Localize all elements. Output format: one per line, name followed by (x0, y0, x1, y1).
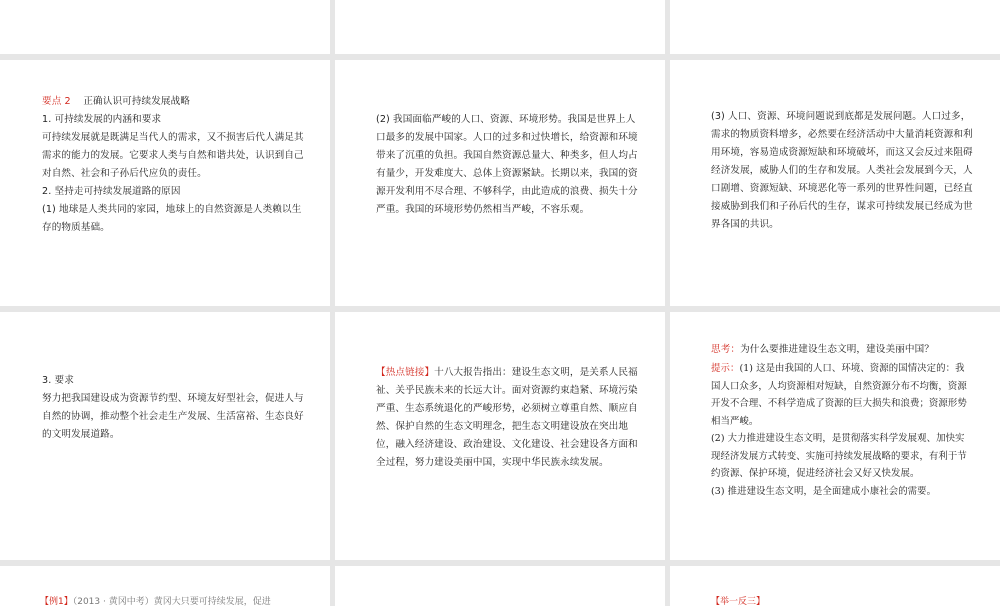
text-line: 国人口众多，人均资源相对短缺，自然资源分布不均衡，资源 (711, 380, 967, 392)
slide-text (711, 108, 995, 234)
slide-text (376, 364, 660, 472)
text-line: 口剧增、资源短缺、环境恶化等一系列的世界性问题，已经直 (711, 183, 973, 194)
example-text: （2013 · 黄冈中考）黄冈大只要可持续发展，促进 (72, 597, 271, 606)
think-question (711, 341, 995, 359)
heading-tag: 要点 2 (42, 96, 71, 107)
slide-key-point-2 (0, 60, 330, 306)
text-line: 全过程，努力建设美丽中国，实现中华民族永续发展。 (376, 457, 609, 468)
slide-text (42, 93, 322, 237)
slide-reason-2 (335, 60, 665, 306)
text-line: 带来了沉重的负担。我国自然资源总量大、种类多，但人均占 (376, 150, 638, 161)
text-line: 源开发利用不尽合理、不够科学，由此造成的浪费、损失十分 (376, 186, 638, 197)
example-peek (40, 596, 330, 606)
text-line: 相当严峻。 (711, 415, 759, 427)
hint-block (711, 360, 995, 500)
text-line: 祉、关乎民族未来的长远大计。面对资源约束趋紧、环境污染 (376, 385, 638, 396)
heading-text: 正确认识可持续发展战略 (83, 96, 190, 107)
text-line: 界各国的共识。 (711, 219, 779, 230)
text-line: 的文明发展道路。 (42, 429, 120, 440)
slide-top-left (0, 0, 330, 54)
text-line: 对自然、社会和子孙后代应负的责任。 (42, 168, 207, 179)
hot-link-tag: 【热点链接】 (376, 367, 435, 378)
slide-requirements (0, 312, 330, 560)
slide-top-middle (335, 0, 665, 54)
slide-hot-link (335, 312, 665, 560)
slide-bottom-left (0, 566, 330, 606)
text-line: 3. 要求 (42, 375, 74, 386)
text-line: 接威胁到我们和子孙后代的生存，谋求可持续发展已经成为世 (711, 201, 973, 212)
text-line: (3) 推进建设生态文明，是全面建成小康社会的需要。 (711, 485, 937, 497)
text-line: 约资源、保护环境，促进经济社会又好又快发展。 (711, 468, 920, 479)
hint-tag: 提示： (711, 363, 740, 374)
slide-text (376, 111, 660, 219)
text-line: 努力把我国建设成为资源节约型、环境友好型社会，促进人与 (42, 393, 304, 404)
text-line (711, 341, 995, 359)
text-line: 口最多的发展中国家。人口的过多和过快增长，给资源和环境 (376, 132, 638, 143)
think-tag: 思考： (711, 344, 741, 355)
text-line: 需求的能力的发展。它要求人类与自然和谐共处，认识到自己 (42, 150, 304, 161)
slide-top-right (670, 0, 1000, 54)
slide-bottom-middle (335, 566, 665, 606)
text-line: 可持续发展就是既满足当代人的需求，又不损害后代人满足其 (42, 132, 304, 143)
section-heading (42, 93, 322, 111)
text-line: 经济发展，威胁人们的生存和发展。人类社会发展到今天，人 (711, 165, 973, 176)
text-line: (2) 我国面临严峻的人口、资源、环境形势。我国是世界上人 (376, 114, 636, 125)
slide-think (670, 312, 1000, 560)
slide-bottom-right (670, 566, 1000, 606)
slide-text (42, 372, 324, 444)
hot-link-first: 十八大报告指出：建设生态文明，是关系人民福 (434, 367, 638, 378)
text-line: 需求的物质资料增多，必然要在经济活动中大量消耗资源和利 (711, 129, 973, 140)
text-line: 用环境，容易造成资源短缺和环境破坏，而这又会反过来阻碍 (711, 147, 973, 158)
text-line: 位，融入经济建设、政治建设、文化建设、社会建设各方面和 (376, 439, 638, 450)
text-line (376, 364, 660, 382)
slide-reason-3 (670, 60, 1000, 306)
text-line: 开发不合理、不科学造成了资源的巨大损失和浪费；资源形势 (711, 398, 967, 409)
text-line: 存的物质基础。 (42, 222, 110, 233)
text-line (711, 360, 995, 378)
practice-peek (711, 596, 765, 606)
text-line: 2. 坚持走可持续发展道路的原因 (42, 186, 181, 197)
text-line: 严重、生态系统退化的严峻形势，必须树立尊重自然、顺应自 (376, 403, 638, 414)
text-line: 1. 可持续发展的内涵和要求 (42, 114, 162, 125)
text-line: (2) 大力推进建设生态文明，是贯彻落实科学发展观、加快实 (711, 433, 965, 444)
text-line: 严重。我国的环境形势仍然相当严峻，不容乐观。 (376, 204, 590, 215)
example-tag: 【例1】 (40, 597, 73, 606)
practice-tag: 【举一反三】 (711, 597, 766, 606)
think-text: 为什么要推进建设生态文明，建设美丽中国？ (740, 344, 934, 355)
text-line: 有量少，开发难度大、总体上资源紧缺。长期以来，我国的资 (376, 168, 638, 179)
hint-first: (1) 这是由我国的人口、环境、资源的国情决定的：我 (739, 363, 965, 374)
text-line: 然、保护自然的生态文明理念，把生态文明建设放在突出地 (376, 421, 629, 432)
text-line: (3) 人口、资源、环境问题说到底都是发展问题。人口过多， (711, 111, 971, 122)
text-line: (1) 地球是人类共同的家园，地球上的自然资源是人类赖以生 (42, 204, 302, 215)
text-line: 现经济发展方式转变、实施可持续发展战略的要求，有利于节 (711, 450, 967, 462)
text-line: 自然的协调，推动整个社会走生产发展、生活富裕、生态良好 (42, 411, 304, 422)
